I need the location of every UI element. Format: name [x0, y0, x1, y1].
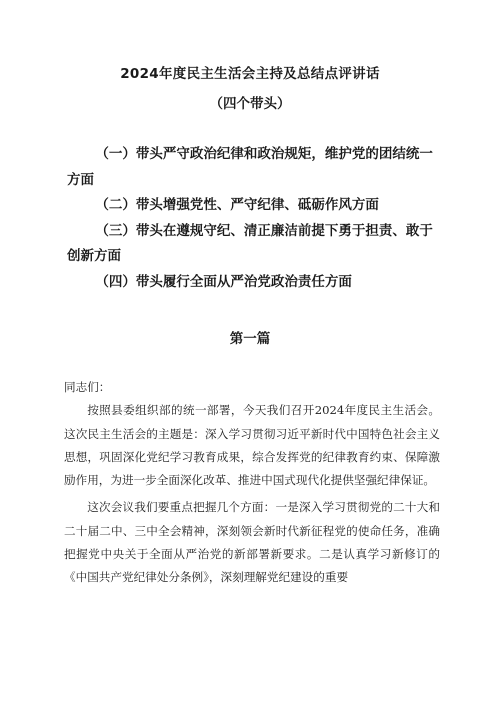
outline-item-3: （三）带头在遵规守纪、清正廉洁前提下勇于担责、敢于创新方面 — [67, 222, 433, 264]
body-paragraph-1: 按照县委组织部的统一部署，今天我们召开2024年度民主生活会。这次民主生活会的主题是：深入学习贯彻习近平新时代中国特色社会主义思想，巩固深化党纪学习教育成果，综合发挥党的纪律教育约束、保障激励作用，为进一步全面深化改革、推进中国式现代化提供坚强纪律保证。 — [64, 403, 440, 488]
outline-list — [67, 142, 442, 295]
document-title: 2024年度民主生活会主持及总结点评讲话 — [120, 66, 380, 82]
outline-item-4: （四）带头履行全面从严治党政治责任方面 — [95, 273, 352, 290]
chapter-heading: 第一篇 — [229, 331, 271, 347]
outline-item-1: （一）带头严守政治纪律和政治规矩，维护党的团结统一方面 — [67, 146, 433, 188]
body-paragraph-2: 这次会议我们要重点把握几个方面：一是深入学习贯彻党的二十大和二十届二中、三中全会精神，深刻领会新时代新征程党的使命任务，准确把握党中央关于全面从严治党的新部署新要求。二是认真学习新修订的《中国共产党纪律处分条例》，深刻理解党纪建设的重要 — [64, 500, 440, 585]
body-text — [64, 376, 440, 594]
outline-item-2: （二）带头增强党性、严守纪律、砥砺作风方面 — [95, 197, 379, 213]
greeting: 同志们： — [64, 380, 111, 394]
document-subtitle: （四个带头） — [209, 96, 291, 112]
